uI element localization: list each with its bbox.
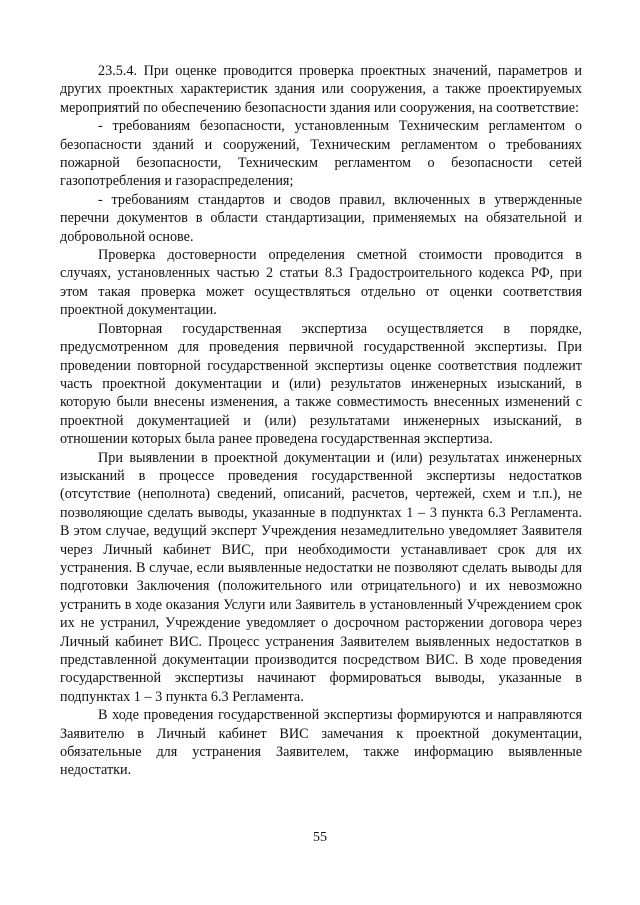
paragraph-cost-verification: Проверка достоверности определения сметной стоимости проводится в случаях, установленных частью 2 статьи 8.3 Градостроительного кодекса РФ, при этом такая проверка может осуществляться отдельно от оценки соответствия проектной документации. [60, 247, 582, 319]
paragraph-standards-requirements: - требованиям стандартов и сводов правил, включенных в утвержденные перечни документов в области стандартизации, применяемых на обязательной и добровольной основе. [60, 191, 582, 245]
document-body [60, 62, 582, 780]
paragraph-assessment-scope: 23.5.4. При оценке проводится проверка проектных значений, параметров и других проектных характеристик здания или сооружения, а также проектируемых мероприятий по обеспечению безопасности здания или сооружения, на соответствие: [60, 63, 582, 116]
paragraph-repeat-expertise: Повторная государственная экспертиза осуществляется в порядке, предусмотренном для проведения первичной государственной экспертизы. При проведении повторной государственной экспертизы оценке соответствия подлежит часть проектной документации и (или) результатов инженерных изысканий, в которую были внесены изменения, а также совместимость внесенных изменений с проектной документацией и (или) результатами инженерных изысканий, в отношении которых была ранее проведена государственная экспертиза. [60, 320, 582, 448]
page-number: 55 [313, 830, 327, 845]
paragraph-safety-requirements: - требованиям безопасности, установленным Техническим регламентом о безопасности зданий и сооружений, Техническим регламентом о требованиях пожарной безопасности, Техническим регламентом о безопасности сетей газопотребления и газораспределения; [60, 118, 582, 190]
paragraph-deficiencies: При выявлении в проектной документации и (или) результатах инженерных изысканий в процессе проведения государственной экспертизы недостатков (отсутствие (неполнота) сведений, описаний, расчетов, чертежей, схем и т.п.), не позволяющие сделать выводы, указанные в подпунктах 1 – 3 пункта 6.3 Регламента. В этом случае, ведущий эксперт Учреждения незамедлительно уведомляет Заявителя через Личный кабинет ВИС, при необходимости устанавливает срок для их устранения. В случае, если выявленные недостатки не позволяют сделать выводы для подготовки Заключения (положительного или отрицательного) и их невозможно устранить в ходе оказания Услуги или Заявитель в установленный Учреждением срок их не устранил, Учреждение уведомляет о досрочном расторжении договора через Личный кабинет ВИС. Процесс устранения Заявителем выявленных недостатков в представленной документации производится посредством ВИС. В ходе проведения государственной экспертизы начинают формироваться выводы, указанные в подпунктах 1 – 3 пункта 6.3 Регламента. [60, 449, 582, 705]
paragraph-remarks: В ходе проведения государственной экспертизы формируются и направляются Заявителю в Личный кабинет ВИС замечания к проектной документации, обязательные для устранения Заявителем, также информацию выявленные недостатки. [60, 707, 582, 779]
